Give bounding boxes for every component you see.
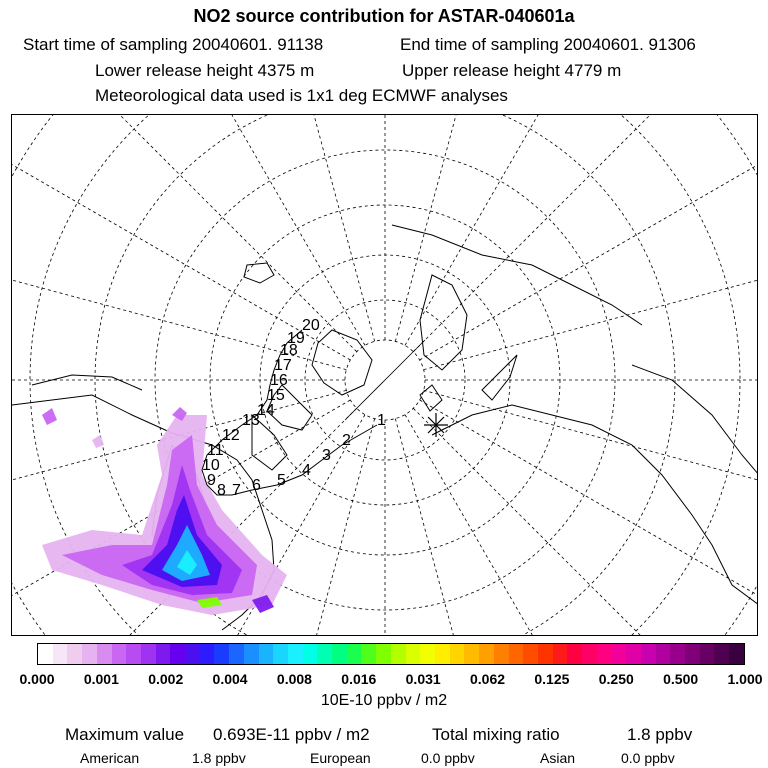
colorbar-swatch (156, 644, 171, 664)
trajectory-hour-label: 12 (222, 427, 240, 444)
colorbar-swatch (479, 644, 494, 664)
meridian-line (424, 199, 758, 370)
colorbar-tick-label: 0.125 (534, 671, 570, 687)
plume-region (92, 435, 104, 448)
region-value: 0.0 ppbv (621, 750, 675, 766)
upper-height-label: Upper release height 4779 m (402, 61, 622, 80)
trajectory-hour-label: 16 (270, 372, 288, 389)
colorbar-tick-label: 0.001 (83, 671, 119, 687)
colorbar-tick-label: 0.016 (341, 671, 377, 687)
trajectory-hour-label: 18 (280, 342, 298, 359)
colorbar-unit: 10E-10 ppbv / m2 (320, 692, 448, 709)
colorbar-tick-label: 0.008 (276, 671, 312, 687)
region-value: 1.8 ppbv (192, 750, 246, 766)
colorbar-swatch (303, 644, 318, 664)
region-name: Asian (540, 750, 576, 766)
colorbar-swatch (641, 644, 656, 664)
colorbar-swatch (670, 644, 685, 664)
release-site-icon (424, 413, 448, 437)
colorbar-swatch (347, 644, 362, 664)
no2-plume (42, 407, 287, 615)
colorbar-swatch (112, 644, 127, 664)
colorbar-swatch (656, 644, 671, 664)
polar-map (12, 115, 758, 636)
region-value: 0.0 ppbv (421, 750, 475, 766)
region-name: European (310, 750, 371, 766)
colorbar-swatch (700, 644, 715, 664)
coastline-iceland (244, 263, 274, 283)
colorbar-swatch (273, 644, 288, 664)
colorbar-swatch (141, 644, 156, 664)
trajectory-hour-label: 15 (267, 387, 285, 404)
max-value: 0.693E-11 ppbv / m2 (213, 725, 370, 744)
trajectory-hour-label: 11 (207, 442, 224, 459)
meridian-line (413, 408, 758, 636)
colorbar-swatch (185, 644, 200, 664)
colorbar-swatch (53, 644, 68, 664)
colorbar-swatch (597, 644, 612, 664)
max-value-label: Maximum value (65, 725, 185, 744)
colorbar-swatch (82, 644, 97, 664)
trajectory-hour-label: 9 (207, 472, 216, 489)
trajectory-hour-label: 20 (302, 317, 320, 334)
total-mixing-value: 1.8 ppbv (627, 725, 693, 744)
map-panel (11, 114, 758, 636)
colorbar-swatch (244, 644, 259, 664)
plume-region (42, 408, 57, 425)
colorbar-tick-label: 0.002 (148, 671, 184, 687)
meridian-line (12, 115, 350, 360)
coastline-europe (392, 225, 642, 325)
colorbar-swatch (611, 644, 626, 664)
colorbar-swatch (553, 644, 568, 664)
colorbar-swatch (376, 644, 391, 664)
colorbar-swatch (685, 644, 700, 664)
colorbar-swatch (38, 644, 53, 664)
lower-height-label: Lower release height 4375 m (95, 61, 315, 80)
colorbar-tick-label: 0.004 (212, 671, 248, 687)
meridian-line (413, 115, 758, 352)
colorbar-swatch (567, 644, 582, 664)
colorbar-swatch (361, 644, 376, 664)
trajectory-hour-label: 6 (252, 477, 261, 494)
colorbar-swatch (317, 644, 332, 664)
region-name: American (80, 750, 140, 766)
chart-title: NO2 source contribution for ASTAR-040601a (193, 6, 575, 26)
trajectory-hour-label: 4 (302, 462, 311, 479)
meridian-line (405, 115, 735, 345)
colorbar-swatch (391, 644, 406, 664)
meridian-line (424, 390, 758, 561)
colorbar-swatch (494, 644, 509, 664)
colorbar-swatch (420, 644, 435, 664)
meridian-line (345, 340, 425, 420)
colorbar (37, 643, 745, 665)
coastline-novaya-zemlya (482, 355, 517, 400)
trajectory-hour-label: 5 (277, 472, 286, 489)
colorbar-swatch (464, 644, 479, 664)
trajectory-hour-label: 14 (257, 402, 275, 419)
trajectory-hour-label: 8 (217, 482, 226, 499)
colorbar-tick-label: 1.000 (727, 671, 763, 687)
coastline-asia-east (632, 365, 758, 475)
end-time-label: End time of sampling 20040601. 91306 (400, 35, 696, 54)
trajectory-hour-label: 7 (232, 482, 241, 499)
colorbar-tick-label: 0.250 (598, 671, 634, 687)
colorbar-swatch (259, 644, 274, 664)
trajectory-hour-label: 17 (274, 357, 292, 374)
colorbar-swatch (126, 644, 141, 664)
met-data-label: Meteorological data used is 1x1 deg ECMWF analyses (95, 86, 508, 105)
colorbar-tick-label: 0.031 (405, 671, 441, 687)
start-time-label: Start time of sampling 20040601. 91138 (23, 35, 324, 54)
colorbar-swatch (450, 644, 465, 664)
colorbar-swatch (582, 644, 597, 664)
colorbar-swatch (97, 644, 112, 664)
colorbar-tick-label: 0.062 (470, 671, 506, 687)
total-mixing-label: Total mixing ratio (432, 725, 560, 744)
colorbar-tick-label: 0.500 (663, 671, 699, 687)
colorbar-swatch (170, 644, 185, 664)
trajectory-hour-label: 13 (242, 412, 260, 429)
meridian-line (35, 115, 365, 345)
colorbar-tick-label: 0.000 (19, 671, 55, 687)
colorbar-swatch (332, 644, 347, 664)
trajectory (202, 317, 386, 499)
colorbar-swatch (214, 644, 229, 664)
colorbar-swatch (626, 644, 641, 664)
meridian-line (395, 115, 566, 341)
meridian-line (420, 400, 758, 636)
colorbar-swatch (288, 644, 303, 664)
trajectory-hour-label: 3 (322, 447, 331, 464)
meridian-line (420, 115, 758, 360)
meridian-line (204, 115, 375, 341)
colorbar-swatch (229, 644, 244, 664)
trajectory-hour-label: 19 (287, 330, 305, 347)
colorbar-swatch (406, 644, 421, 664)
coastline-alaska (32, 375, 142, 390)
coastline-svalbard (420, 385, 442, 411)
colorbar-swatch (509, 644, 524, 664)
trajectory-hour-label: 2 (342, 432, 351, 449)
meridian-line (405, 415, 735, 636)
colorbar-swatch (200, 644, 215, 664)
trajectory-hour-label: 10 (202, 457, 220, 474)
colorbar-swatch (714, 644, 729, 664)
colorbar-swatch (729, 644, 744, 664)
coastline-siberia (432, 405, 758, 605)
meridian-line (395, 419, 566, 636)
colorbar-swatch (538, 644, 553, 664)
colorbar-swatch (67, 644, 82, 664)
colorbar-swatch (435, 644, 450, 664)
colorbar-swatch (523, 644, 538, 664)
trajectory-hour-label: 1 (377, 412, 386, 429)
